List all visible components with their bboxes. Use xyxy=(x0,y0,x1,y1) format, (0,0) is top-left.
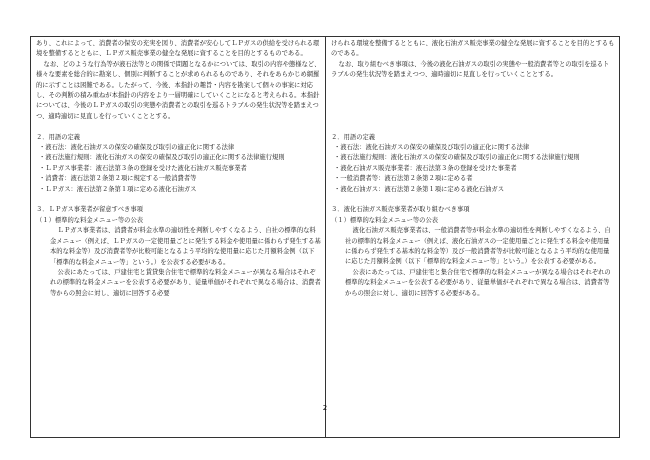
left-paragraph: ・ＬＰガス事業者：液石法第３条の登録を受けた液化石油ガス販売事業者 xyxy=(39,164,247,172)
right-paragraph: ・液化石油ガス：液石法第２条第１項に定める液化石油ガス xyxy=(334,185,505,193)
spacer xyxy=(331,122,615,132)
left-paragraph: あり、これによって、消費者の保安の充実を図り、消費者が安心してＬＰガスの供給を受けられる環境を整備するとともに、ＬＰガス販売事業の健全な発展に資することを目的とするものである。 xyxy=(36,40,320,58)
right-paragraph: ・液石法：液化石油ガスの保安の確保及び取引の適正化に関する法律 xyxy=(334,143,530,151)
left-paragraph: ２．用語の定義 xyxy=(36,133,81,141)
right-paragraph: ２．用語の定義 xyxy=(331,133,376,141)
spacer xyxy=(36,122,321,132)
right-paragraph: ３．液化石油ガス販売事業者が取り組むべき事項 xyxy=(331,206,470,214)
right-paragraph: 液化石油ガス販売事業者は、一般消費者等が料金水準の適切性を判断しやすくなるよう、自社の標準的な料金メニュー（例えば、液化石油ガスの一定使用量ごとに発生する料金や使用量に係わらず発生する基本的な料金等）及び一般消費者等が比較可能となるよう平均的な使用量に応じた月額料金例（以下「標準的な料金メニュー等」という。）を公表する必要がある。 xyxy=(345,227,611,266)
spacer xyxy=(331,195,615,205)
left-paragraph: ３．ＬＰガス事業者が留意すべき事項 xyxy=(36,206,143,214)
left-paragraph: ・消費者：液石法第２条第２項に規定する一般消費者等 xyxy=(39,175,197,183)
spacer xyxy=(331,91,615,101)
right-paragraph: ・液化石油ガス販売事業者：液石法第３条の登録を受けた事業者 xyxy=(334,164,517,172)
right-paragraph: （１）標準的な料金メニュー等の公表 xyxy=(331,216,439,224)
left-paragraph: 公表にあたっては、戸建住宅と賃貸集合住宅で標準的な料金メニューが異なる場合はそれぞれの標準的な料金メニューを公表する必要があり、従量単価がそれぞれで異なる場合は、消費者等からの照会に対し、適切に回答する必要 xyxy=(50,268,321,297)
right-paragraph: けられる環境を整備するとともに、液化石油ガス販売事業の健全な発展に資することを目的とするものである。 xyxy=(331,40,615,58)
right-column-revised-text xyxy=(325,37,619,437)
comparison-table xyxy=(30,36,620,438)
right-paragraph: なお、取り組むべき事項は、今後の液化石油ガスの取引の実態や一般消費者等との取引を巡るトラブルの発生状況等を踏まえつつ、適時適切に見直しを行っていくこととする。 xyxy=(331,60,610,79)
right-paragraph: ・一般消費者等：液石法第２条第２項に定める者 xyxy=(334,175,473,183)
spacer xyxy=(36,195,321,205)
left-paragraph: なお、どのような行為等が液石法等との関係で問題となるかについては、取引の内容や態様など、様々な要素を総合的に勘案し、個別に判断することが求められるものであり、それをあらかじめ網羅的に示すことは困難である。したがって、今後、本指針の趣旨・内容を勘案して個々の事案に対応し、その判断の積み重ねが本指針の内容をより一層明確にしていくことになると考えられる。本指針については、今後のＬＰガスの取引の実態や消費者との取引を巡るトラブルの発生状況等を踏まえつつ、適時適切に見直しを行っていくこととする。 xyxy=(36,60,321,120)
left-column-current-text xyxy=(31,37,325,437)
right-paragraph: ・液石法施行規則：液化石油ガスの保安の確保及び取引の適正化に関する法律施行規則 xyxy=(334,154,580,162)
spacer xyxy=(331,101,615,111)
left-paragraph: ・ＬＰガス：液石法第２条第１項に定める液化石油ガス xyxy=(39,185,197,193)
left-paragraph: （１）標準的な料金メニュー等の公表 xyxy=(36,216,144,224)
left-paragraph: ＬＰガス事業者は、消費者が料金水準の適切性を判断しやすくなるよう、自社の標準的な料金メニュー（例えば、ＬＰガスの一定使用量ごとに発生する料金や使用量に係わらず発生する基本的な料金等）及び消費者等が比較可能となるよう平均的な使用量に応じた月額料金例（以下「標準的な料金メニュー等」という。）を公表する必要がある。 xyxy=(50,227,321,266)
left-paragraph: ・液石法施行規則：液化石油ガスの保安の確保及び取引の適正化に関する法律施行規則 xyxy=(39,154,285,162)
spacer xyxy=(331,81,615,91)
spacer xyxy=(331,112,615,122)
page-number: 2 xyxy=(322,404,328,412)
right-paragraph: 公表にあたっては、戸建住宅と集合住宅で標準的な料金メニューが異なる場合はそれぞれの標準的な料金メニューを公表する必要があり、従量単価がそれぞれで異なる場合は、消費者等からの照会に対し、適切に回答する必要がある。 xyxy=(345,268,611,297)
left-paragraph: ・液石法：液化石油ガスの保安の確保及び取引の適正化に関する法律 xyxy=(39,144,235,152)
